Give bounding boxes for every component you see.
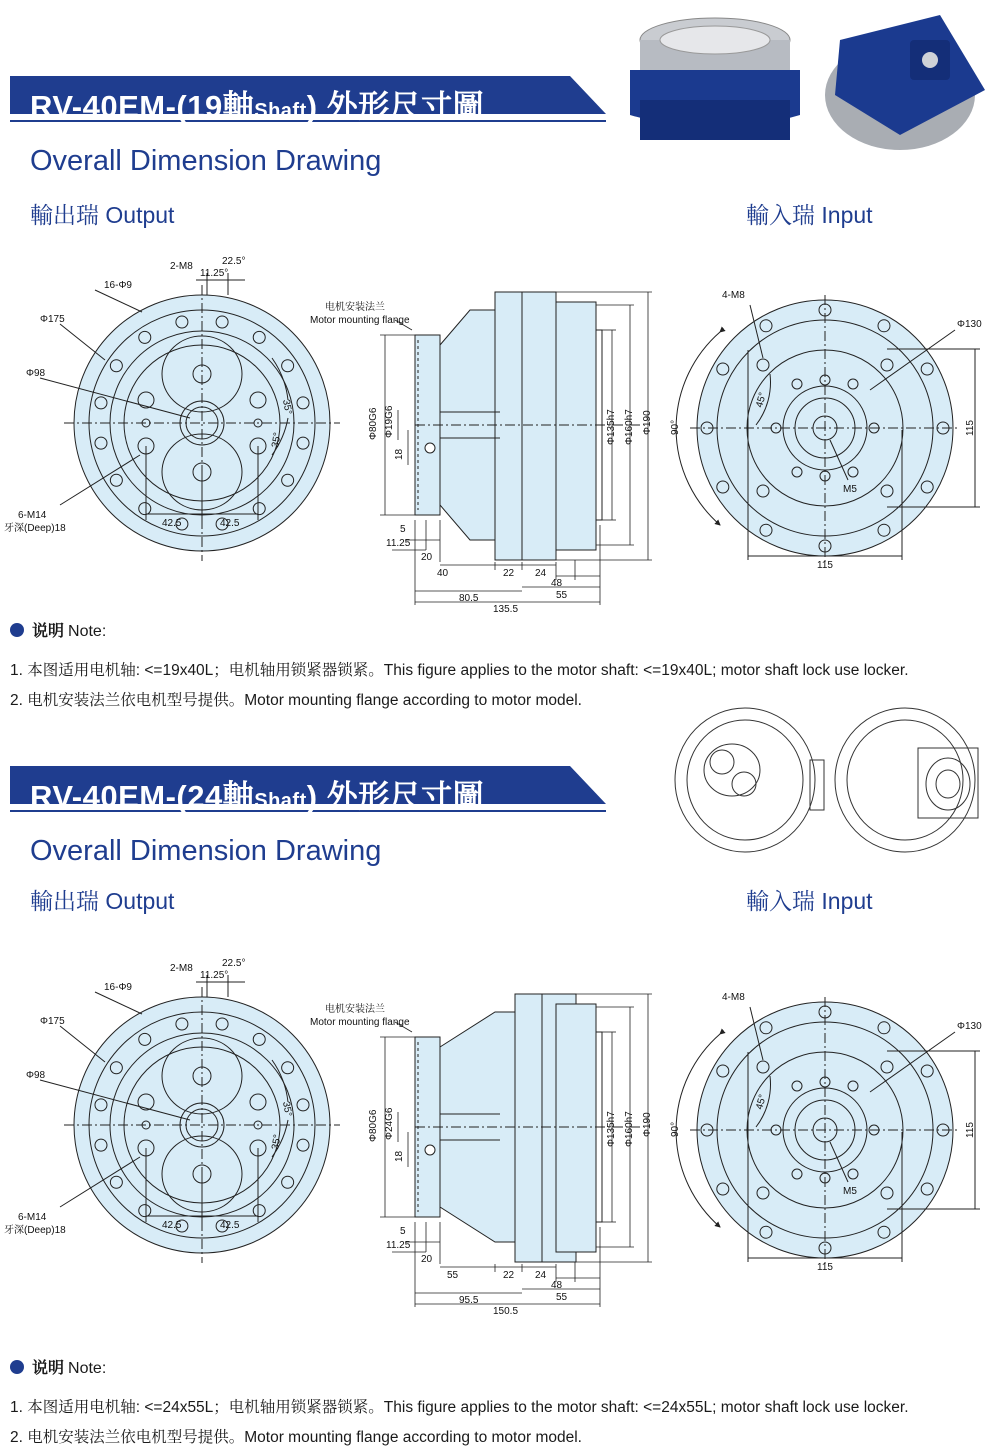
reducer-back-photo (825, 15, 985, 150)
svg-text:42.5: 42.5 (162, 518, 182, 529)
section-title: RV-40EM-(19軸Shaft) 外形尺寸圖 (30, 89, 485, 124)
svg-text:20: 20 (421, 552, 433, 563)
svg-text:牙深(Deep)18: 牙深(Deep)18 (4, 523, 66, 534)
svg-text:90°: 90° (670, 419, 681, 435)
svg-text:Φ130: Φ130 (957, 319, 982, 330)
svg-text:Φ160h7: Φ160h7 (624, 409, 635, 445)
note-line-1: 1. 本图适用电机轴: <=24x55L；电机轴用锁紧器锁紧。This figure applies to the motor shaft: <=24x55L; motor shaft lock use locker. (10, 1399, 909, 1416)
svg-text:115: 115 (817, 560, 833, 571)
svg-text:22: 22 (503, 1270, 515, 1281)
svg-text:35°: 35° (280, 398, 294, 416)
svg-text:牙深(Deep)18: 牙深(Deep)18 (4, 1225, 66, 1236)
svg-text:Motor mounting flange: Motor mounting flange (310, 315, 410, 326)
svg-text:Φ190: Φ190 (642, 1112, 653, 1137)
input-side-label: 輸入瑞 Input (746, 202, 873, 228)
product-photo-color (620, 0, 1000, 150)
svg-text:18: 18 (394, 448, 405, 460)
reducer-front-photo (630, 18, 800, 140)
svg-text:150.5: 150.5 (493, 1306, 519, 1317)
svg-text:24: 24 (535, 1270, 547, 1281)
svg-text:2-M8: 2-M8 (170, 963, 193, 974)
svg-text:35°: 35° (270, 1133, 284, 1151)
svg-text:Φ80G6: Φ80G6 (368, 407, 379, 440)
svg-text:48: 48 (551, 1280, 563, 1291)
overall-dimension-drawing-heading: Overall Dimension Drawing (30, 835, 382, 867)
svg-text:55: 55 (556, 1292, 568, 1303)
section-title: RV-40EM-(24軸Shaft) 外形尺寸圖 (30, 779, 485, 814)
svg-text:Φ160h7: Φ160h7 (624, 1111, 635, 1147)
svg-text:22: 22 (503, 568, 515, 579)
svg-text:M5: M5 (843, 484, 857, 495)
svg-text:Φ130: Φ130 (957, 1021, 982, 1032)
svg-text:6-M14: 6-M14 (18, 510, 47, 521)
svg-text:24: 24 (535, 568, 547, 579)
overall-dimension-drawing-heading: Overall Dimension Drawing (30, 145, 382, 177)
svg-text:5: 5 (400, 524, 406, 535)
dimension-drawing (0, 250, 1000, 630)
svg-text:4-M8: 4-M8 (722, 290, 745, 301)
svg-text:42.5: 42.5 (220, 1220, 240, 1231)
note-line-2: 2. 电机安装法兰依电机型号提供。Motor mounting flange according to motor model. (10, 692, 582, 709)
svg-text:11.25: 11.25 (386, 538, 411, 549)
input-back-view (676, 295, 980, 562)
svg-text:11.25°: 11.25° (200, 268, 229, 279)
svg-text:55: 55 (447, 1270, 459, 1281)
svg-text:80.5: 80.5 (459, 593, 479, 604)
svg-text:48: 48 (551, 578, 563, 589)
svg-text:18: 18 (394, 1150, 405, 1162)
dimension-drawing (0, 952, 1000, 1332)
svg-text:95.5: 95.5 (459, 1295, 479, 1306)
svg-text:Φ175: Φ175 (40, 314, 65, 325)
svg-text:16-Φ9: 16-Φ9 (104, 280, 132, 291)
svg-text:42.5: 42.5 (220, 518, 240, 529)
svg-text:55: 55 (556, 590, 568, 601)
output-side-label: 輸出瑞 Output (30, 202, 175, 228)
svg-text:115: 115 (965, 1122, 976, 1138)
svg-text:115: 115 (817, 1262, 833, 1273)
svg-text:4-M8: 4-M8 (722, 992, 745, 1003)
section-banner (10, 766, 605, 814)
svg-text:Φ190: Φ190 (642, 410, 653, 435)
svg-text:11.25: 11.25 (386, 1240, 411, 1251)
svg-text:45°: 45° (754, 1093, 769, 1111)
svg-text:5: 5 (400, 1226, 406, 1237)
svg-text:42.5: 42.5 (162, 1220, 182, 1231)
input-side-label: 輸入瑞 Input (746, 888, 873, 914)
bullet-dot-icon (10, 1360, 24, 1374)
output-front-view (40, 975, 340, 1263)
svg-text:45°: 45° (754, 391, 769, 409)
svg-text:40: 40 (437, 568, 449, 579)
svg-text:115: 115 (965, 420, 976, 436)
svg-text:35°: 35° (280, 1100, 294, 1118)
svg-text:6-M14: 6-M14 (18, 1212, 47, 1223)
svg-text:M5: M5 (843, 1186, 857, 1197)
svg-text:11.25°: 11.25° (200, 970, 229, 981)
svg-text:16-Φ9: 16-Φ9 (104, 982, 132, 993)
note-line-1: 1. 本图适用电机轴: <=19x40L；电机轴用锁紧器锁紧。This figure applies to the motor shaft: <=19x40L; motor shaft lock use locker. (10, 662, 909, 679)
svg-text:电机安装法兰: 电机安装法兰 (325, 302, 385, 313)
svg-text:Φ24G6: Φ24G6 (384, 1107, 395, 1140)
section-banner (10, 76, 605, 124)
reducer-back-lineart (835, 708, 978, 852)
svg-text:Φ80G6: Φ80G6 (368, 1109, 379, 1142)
svg-text:20: 20 (421, 1254, 433, 1265)
svg-text:Φ98: Φ98 (26, 368, 46, 379)
svg-text:90°: 90° (670, 1121, 681, 1137)
svg-text:Motor mounting flange: Motor mounting flange (310, 1017, 410, 1028)
note-heading: 说明 Note: (10, 618, 106, 641)
output-front-view (40, 273, 340, 561)
output-side-label: 輸出瑞 Output (30, 888, 175, 914)
svg-text:22.5°: 22.5° (222, 958, 246, 969)
reducer-front-lineart (675, 708, 824, 852)
svg-text:Φ175: Φ175 (40, 1016, 65, 1027)
note-heading: 说明 Note: (10, 1355, 106, 1378)
svg-text:Φ135h7: Φ135h7 (606, 409, 617, 445)
svg-text:电机安装法兰: 电机安装法兰 (325, 1004, 385, 1015)
input-back-view (676, 997, 980, 1264)
product-photo-lineart (670, 700, 1000, 860)
svg-text:35°: 35° (270, 431, 284, 449)
svg-text:135.5: 135.5 (493, 604, 519, 615)
svg-text:Φ98: Φ98 (26, 1070, 46, 1081)
svg-text:Φ135h7: Φ135h7 (606, 1111, 617, 1147)
bullet-dot-icon (10, 623, 24, 637)
svg-text:2-M8: 2-M8 (170, 261, 193, 272)
note-line-2: 2. 电机安装法兰依电机型号提供。Motor mounting flange according to motor model. (10, 1429, 582, 1446)
svg-text:22.5°: 22.5° (222, 256, 246, 267)
svg-text:Φ19G6: Φ19G6 (384, 405, 395, 438)
